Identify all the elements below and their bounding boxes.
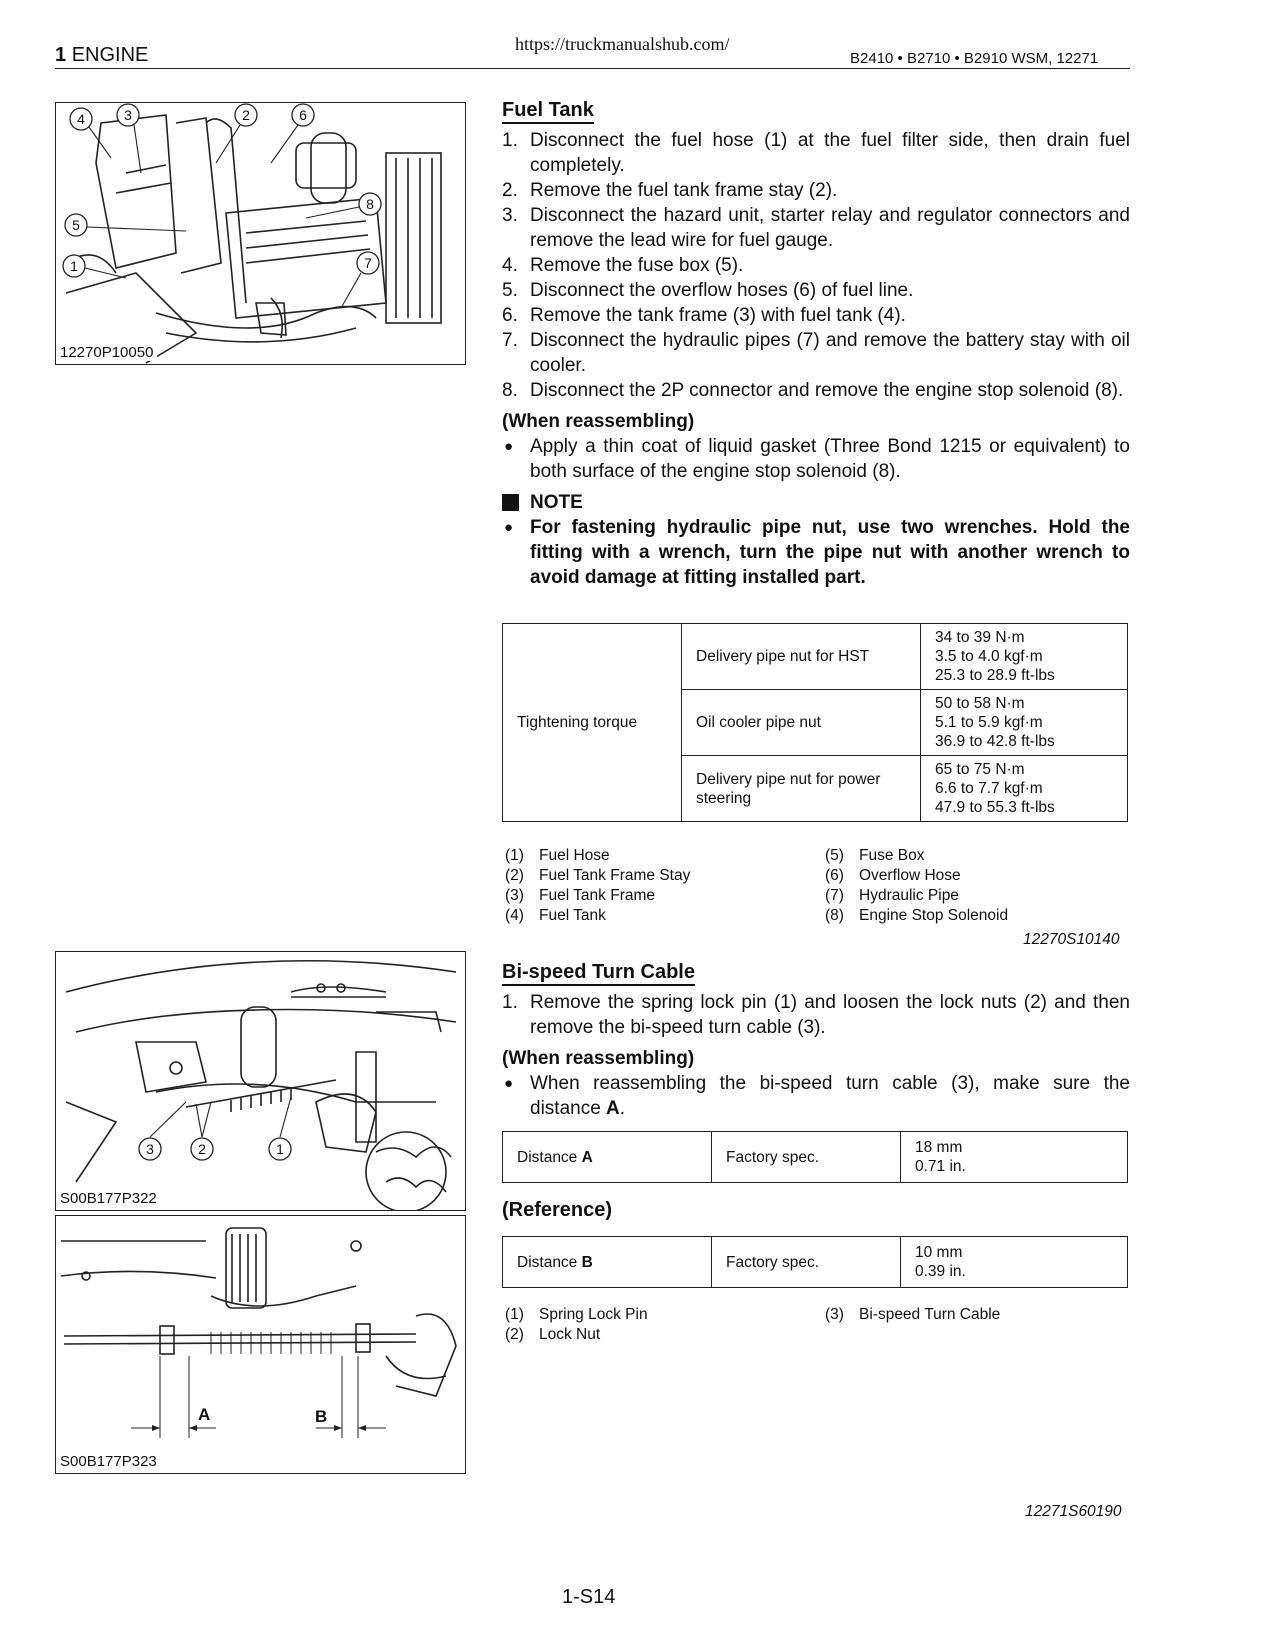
legend-item <box>505 906 690 926</box>
section-code: 12270S10140 <box>1023 931 1120 948</box>
fuel-tank-section <box>502 98 1130 590</box>
callout-8: 8 <box>366 196 374 212</box>
spec-value: 0.71 in. <box>915 1158 966 1175</box>
torque-item: Delivery pipe nut for power steering <box>682 756 921 822</box>
distance-text: Distance <box>517 1253 582 1271</box>
step-text: Remove the spring lock pin (1) and loosen the lock nuts (2) and then remove the bi-speed turn cable (3). <box>530 992 1130 1038</box>
bispeed-cable-illustration <box>56 952 465 1210</box>
step-text: Disconnect the hazard unit, starter relay and regulator connectors and remove the lead wire for fuel gauge. <box>530 205 1130 251</box>
distance-illustration <box>56 1216 465 1473</box>
page-number: 1-S14 <box>562 1586 616 1608</box>
distance-b-table <box>502 1236 1128 1288</box>
legend-item <box>505 846 690 866</box>
note-bullet: ● For fastening hydraulic pipe nut, use two wrenches. Hold the fitting with a wrench, turn the pipe nut with another wrench to avoid damage at fitting installed part. <box>502 515 1130 590</box>
legend-number: (1) <box>505 847 524 864</box>
legend-number: (7) <box>825 887 844 904</box>
legend-text: Hydraulic Pipe <box>859 887 959 904</box>
legend-text: Engine Stop Solenoid <box>859 907 1009 924</box>
spec-value: 18 mm <box>915 1139 963 1156</box>
section-heading: Fuel Tank <box>502 98 594 124</box>
step-text: Remove the fuse box (5). <box>530 255 744 276</box>
step-item <box>502 328 1130 378</box>
callout-3: 3 <box>124 107 132 123</box>
reassembling-heading: (When reassembling) <box>502 411 695 432</box>
legend-number: (4) <box>505 907 524 924</box>
step-item <box>502 990 1130 1040</box>
step-number: 1. <box>502 130 518 151</box>
source-url[interactable]: https://truckmanualshub.com/ <box>515 34 730 54</box>
distance-letter: B <box>581 1253 593 1271</box>
legend-text: Fuel Tank <box>539 907 606 924</box>
legend-text: Fuse Box <box>859 847 925 864</box>
legend-text: Spring Lock Pin <box>539 1306 648 1323</box>
note-label: NOTE <box>530 492 583 513</box>
legend-item <box>505 866 690 886</box>
callout-2: 2 <box>198 1141 206 1157</box>
legend-text: Bi-speed Turn Cable <box>859 1306 1001 1323</box>
legend-number: (6) <box>825 867 844 884</box>
legend-number: (3) <box>825 1306 844 1323</box>
callout-4: 4 <box>77 111 85 127</box>
step-item <box>502 303 1130 328</box>
figure-code: 12270P10050 <box>60 344 157 361</box>
step-item <box>502 278 1130 303</box>
legend-text: Fuel Tank Frame <box>539 887 656 904</box>
torque-value: 25.3 to 28.9 ft-lbs <box>935 667 1055 684</box>
legend-item <box>505 1305 648 1325</box>
torque-values <box>921 690 1128 756</box>
step-text: Disconnect the fuel hose (1) at the fuel filter side, then drain fuel completely. <box>530 130 1130 176</box>
step-number: 6. <box>502 305 518 326</box>
bispeed-legend-left <box>505 1305 648 1345</box>
legend-item <box>825 1305 1000 1325</box>
legend-item <box>825 906 1008 926</box>
section-heading: Bi-speed Turn Cable <box>502 960 695 986</box>
legend-number: (1) <box>505 1306 524 1323</box>
step-item <box>502 253 1130 278</box>
step-number: 8. <box>502 380 518 401</box>
torque-value: 47.9 to 55.3 ft-lbs <box>935 799 1055 816</box>
table-row <box>503 1237 1128 1288</box>
distance-figure <box>55 1215 466 1474</box>
legend-item <box>505 886 690 906</box>
bullet-bold: A <box>606 1098 620 1119</box>
spec-value: 10 mm <box>915 1244 963 1261</box>
table-row <box>503 1132 1128 1183</box>
fuel-tank-steps <box>502 128 1130 403</box>
distance-a-table <box>502 1131 1128 1183</box>
step-number: 3. <box>502 205 518 226</box>
legend-text: Overflow Hose <box>859 867 961 884</box>
callout-2: 2 <box>242 107 250 123</box>
callout-3: 3 <box>146 1141 154 1157</box>
section-title: ENGINE <box>71 44 149 66</box>
spec-values <box>901 1132 1128 1183</box>
distance-text: Distance <box>517 1148 582 1166</box>
note-heading <box>502 490 1130 515</box>
legend-item <box>825 866 1008 886</box>
bispeed-steps <box>502 990 1130 1040</box>
callout-6: 6 <box>299 107 307 123</box>
step-text: Disconnect the 2P connector and remove the engine stop solenoid (8). <box>530 380 1124 401</box>
section-code: 12271S60190 <box>1025 1503 1122 1520</box>
reference-heading: (Reference) <box>502 1199 613 1221</box>
table-row <box>503 624 1128 690</box>
torque-item: Delivery pipe nut for HST <box>682 624 921 690</box>
torque-value: 36.9 to 42.8 ft-lbs <box>935 733 1055 750</box>
callout-5: 5 <box>72 217 80 233</box>
step-number: 2. <box>502 180 518 201</box>
torque-value: 5.1 to 5.9 kgf·m <box>935 714 1043 731</box>
distance-label <box>503 1132 712 1183</box>
step-number: 1. <box>502 992 518 1013</box>
step-number: 4. <box>502 255 518 276</box>
legend-text: Lock Nut <box>539 1326 601 1343</box>
note-square-icon <box>502 494 519 511</box>
step-number: 7. <box>502 330 518 351</box>
step-text: Disconnect the overflow hoses (6) of fuel line. <box>530 280 914 301</box>
legend-item <box>825 846 1008 866</box>
callout-7: 7 <box>364 255 372 271</box>
legend-number: (5) <box>825 847 844 864</box>
legend-text: Fuel Hose <box>539 847 610 864</box>
legend-item <box>505 1325 648 1345</box>
torque-label: Tightening torque <box>503 624 682 822</box>
header-rule <box>55 68 1130 69</box>
torque-values <box>921 756 1128 822</box>
figure-code: S00B177P323 <box>60 1453 161 1470</box>
legend-number: (8) <box>825 907 844 924</box>
legend-right <box>825 846 1008 926</box>
label-b: B <box>315 1407 328 1426</box>
spec-values <box>901 1237 1128 1288</box>
step-text: Remove the tank frame (3) with fuel tank (4). <box>530 305 906 326</box>
torque-value: 34 to 39 N·m <box>935 629 1025 646</box>
step-text: Remove the fuel tank frame stay (2). <box>530 180 838 201</box>
torque-value: 3.5 to 4.0 kgf·m <box>935 648 1043 665</box>
spec-label: Factory spec. <box>712 1132 901 1183</box>
bullet-text: . <box>619 1098 626 1119</box>
section-number: 1 <box>55 44 67 66</box>
reassembling-bullet: ● Apply a thin coat of liquid gasket (Three Bond 1215 or equivalent) to both surface of the engine stop solenoid (8). <box>502 434 1130 484</box>
bispeed-cable-figure <box>55 951 466 1211</box>
distance-letter: A <box>581 1148 593 1166</box>
torque-table <box>502 623 1128 822</box>
torque-value: 6.6 to 7.7 kgf·m <box>935 780 1043 797</box>
step-item <box>502 128 1130 178</box>
spec-label: Factory spec. <box>712 1237 901 1288</box>
torque-values <box>921 624 1128 690</box>
distance-label <box>503 1237 712 1288</box>
torque-item: Oil cooler pipe nut <box>682 690 921 756</box>
step-item <box>502 178 1130 203</box>
bullet-text: When reassembling the bi-speed turn cable (3), make sure the distance <box>530 1073 1130 1119</box>
legend-number: (2) <box>505 867 524 884</box>
legend-left <box>505 846 690 926</box>
spec-value: 0.39 in. <box>915 1263 966 1280</box>
legend-text: Fuel Tank Frame Stay <box>539 867 691 884</box>
callout-1: 1 <box>276 1141 284 1157</box>
callout-1: 1 <box>70 258 78 274</box>
bispeed-legend-right <box>825 1305 1000 1325</box>
fuel-tank-figure <box>55 102 466 365</box>
reassembling-heading: (When reassembling) <box>502 1048 695 1069</box>
figure-code: S00B177P322 <box>60 1190 161 1207</box>
section-header <box>55 44 148 67</box>
fuel-tank-illustration <box>56 103 465 364</box>
legend-number: (3) <box>505 887 524 904</box>
step-text: Disconnect the hydraulic pipes (7) and remove the battery stay with oil cooler. <box>530 330 1130 376</box>
torque-value: 50 to 58 N·m <box>935 695 1025 712</box>
reassembling-bullet <box>502 1071 1130 1121</box>
step-number: 5. <box>502 280 518 301</box>
bispeed-section <box>502 960 1130 1121</box>
legend-item <box>825 886 1008 906</box>
step-item <box>502 203 1130 253</box>
label-a: A <box>198 1405 211 1424</box>
legend-number: (2) <box>505 1326 524 1343</box>
manual-reference: B2410 • B2710 • B2910 WSM, 12271 <box>850 50 1099 67</box>
torque-value: 65 to 75 N·m <box>935 761 1025 778</box>
step-item <box>502 378 1130 403</box>
